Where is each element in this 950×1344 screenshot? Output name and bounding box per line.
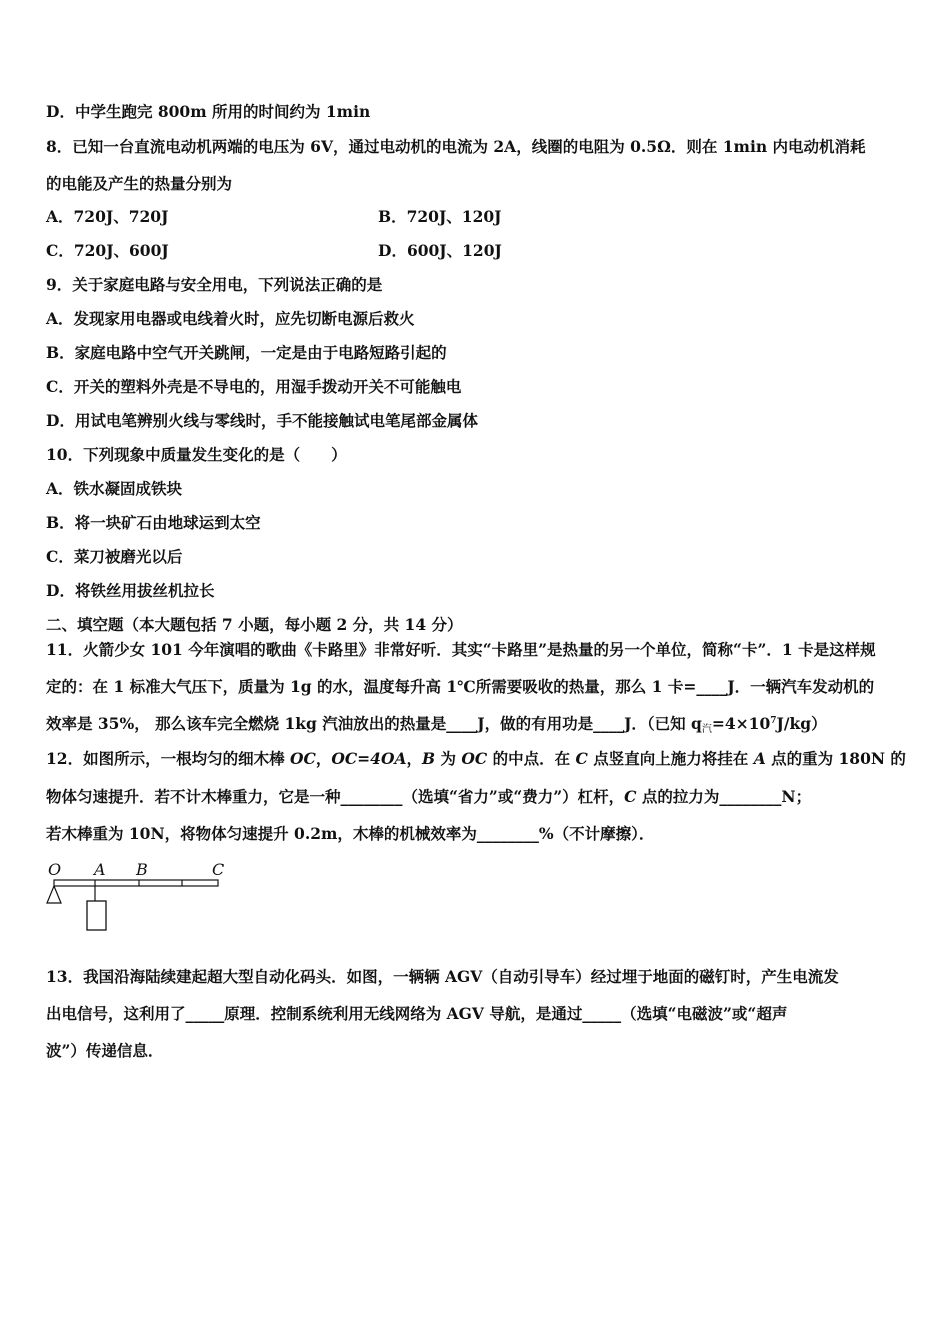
q12-var: C	[624, 787, 637, 806]
q12-var: OC	[461, 749, 488, 768]
q12-text: 点的拉力为________N；	[636, 787, 812, 806]
q10-stem: 10．下列现象中质量发生变化的是（ ）	[46, 445, 347, 464]
q12-var: OA	[380, 749, 407, 768]
q9-option-d: D．用试电笔辨别火线与零线时，手不能接触试电笔尾部金属体	[46, 411, 478, 430]
q9-option-c: C．开关的塑料外壳是不导电的，用湿手拨动开关不可能触电	[46, 377, 462, 396]
q11-exponent: 7	[770, 716, 777, 726]
q8-option-b: B．720J、120J	[378, 207, 502, 226]
q7-option-d: D．中学生跑完 800m 所用的时间约为 1min	[46, 102, 371, 121]
q12-line3: 若木棒重为 10N，将物体匀速提升 0.2m，木棒的机械效率为________%（不计摩擦）．	[46, 824, 655, 843]
label-a: A	[94, 860, 106, 879]
q9-option-a: A．发现家用电器或电线着火时，应先切断电源后救火	[46, 309, 415, 328]
q12-var: B	[422, 749, 436, 768]
q8-option-c: C．720J、600J	[46, 241, 169, 260]
q12-text: 的中点．在	[487, 749, 576, 768]
fulcrum	[47, 886, 61, 903]
section-2-title: 二、填空题（本大题包括 7 小题，每小题 2 分，共 14 分）	[46, 615, 463, 634]
q11-line3-text: 效率是 35%， 那么该车完全燃烧 1kg 汽油放出的热量是____J，做的有用功是____J．（已知 q	[46, 714, 702, 733]
hanging-weight	[87, 901, 106, 930]
q10-option-a: A．铁水凝固成铁块	[46, 479, 183, 498]
q12-var: OC	[289, 749, 316, 768]
q12-var: OC	[331, 749, 358, 768]
q13-line1: 13．我国沿海陆续建起超大型自动化码头．如图，一辆辆 AGV（自动引导车）经过埋于地面的磁钉时，产生电流发	[46, 967, 839, 986]
q11-line1: 11．火箭少女 101 今年演唱的歌曲《卡路里》非常好听．其实“卡路里”是热量的另一个单位，简称“卡”．1 卡是这样规	[46, 640, 876, 659]
q12-var: A	[753, 749, 766, 768]
q11-line3-mid: =4×10	[711, 714, 771, 733]
q12-text: 12．如图所示，一根均匀的细木棒	[46, 749, 290, 768]
q10-option-d: D．将铁丝用拔丝机拉长	[46, 581, 215, 600]
q12-line1	[46, 748, 906, 770]
lever-diagram	[44, 858, 234, 934]
q10-option-c: C．菜刀被磨光以后	[46, 547, 183, 566]
q12-var: C	[575, 749, 588, 768]
q11-line3-end: J/kg）	[776, 714, 827, 733]
q12-text: ，	[315, 749, 332, 768]
q9-option-b: B．家庭电路中空气开关跳闸，一定是由于电路短路引起的	[46, 343, 447, 362]
q10-option-b: B．将一块矿石由地球运到太空	[46, 513, 261, 532]
q12-line2	[46, 786, 811, 808]
q8-option-a: A．720J、720J	[46, 207, 169, 226]
q11-subscript: 汽	[701, 724, 712, 735]
q13-line3: 波”）传递信息．	[46, 1041, 164, 1060]
q8-option-d: D．600J、120J	[378, 241, 502, 260]
q12-text: 点的重为 180N 的	[765, 749, 906, 768]
label-o: O	[48, 860, 62, 879]
q12-text: =4	[357, 749, 381, 768]
lever-bar	[54, 880, 218, 886]
q8-stem-line2: 的电能及产生的热量分别为	[46, 174, 233, 193]
q9-stem: 9．关于家庭电路与安全用电，下列说法正确的是	[46, 275, 383, 294]
q12-text: 点竖直向上施力将挂在	[587, 749, 754, 768]
q13-line2: 出电信号，这利用了_____原理．控制系统利用无线网络为 AGV 导航，是通过_____（选填“电磁波”或“超声	[46, 1004, 788, 1023]
q11-line3	[46, 713, 827, 735]
label-b: B	[136, 860, 148, 879]
q8-stem-line1: 8．已知一台直流电动机两端的电压为 6V，通过电动机的电流为 2A，线圈的电阻为 0.5Ω．则在 1min 内电动机消耗	[46, 137, 866, 156]
label-c: C	[212, 860, 225, 879]
q11-line2: 定的：在 1 标准大气压下，质量为 1g 的水，温度每升高 1℃所需要吸收的热量，那么 1 卡=____J．一辆汽车发动机的	[46, 677, 875, 696]
q12-text: ，	[406, 749, 422, 768]
q12-text: 为	[435, 749, 462, 768]
q12-text: 物体匀速提升．若不计木棒重力，它是一种________（选填“省力”或“费力”）杠杆，	[46, 787, 625, 806]
